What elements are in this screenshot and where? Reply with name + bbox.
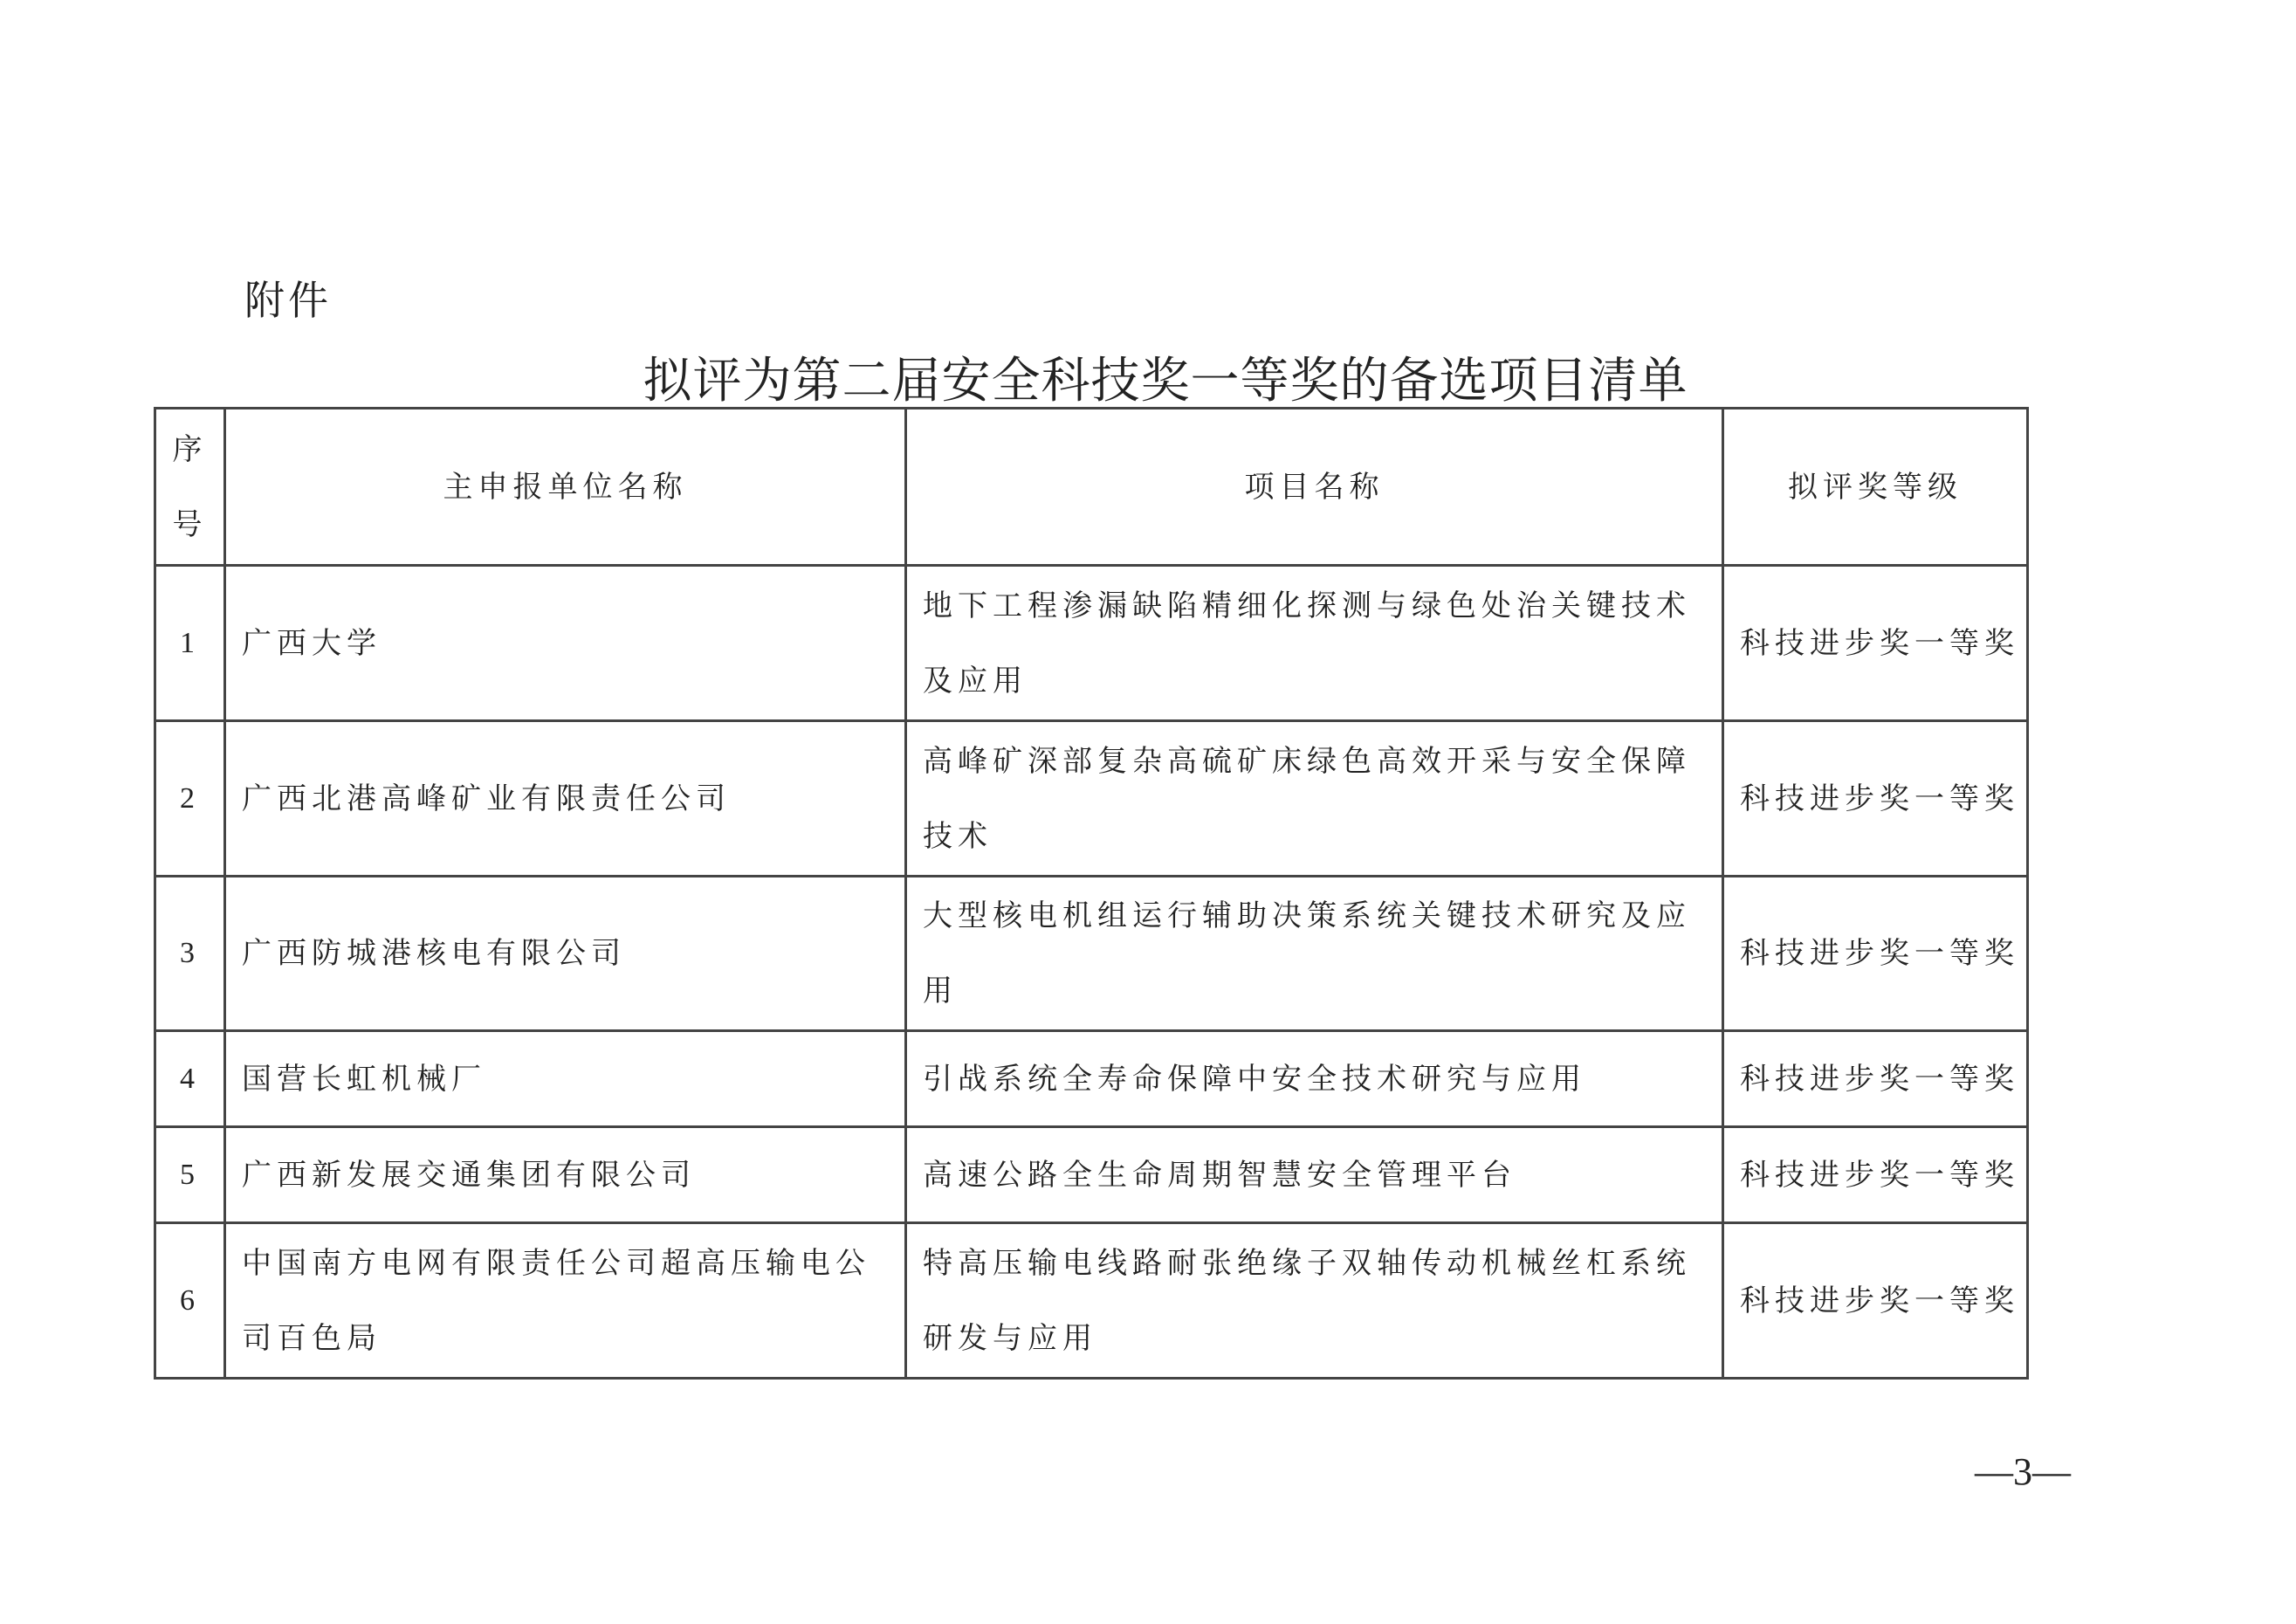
row-project-name: 大型核电机组运行辅助决策系统关键技术研究及应用 (906, 877, 1723, 1031)
row-award-level: 科技进步奖一等奖 (1723, 721, 2028, 877)
header-serial-line-2: 号 (172, 506, 208, 542)
table-row (155, 877, 2028, 1031)
row-applicant-unit: 广西新发展交通集团有限公司 (225, 1127, 906, 1223)
row-applicant-unit: 中国南方电网有限责任公司超高压输电公司百色局 (225, 1223, 906, 1379)
table-row (155, 566, 2028, 721)
row-award-level: 科技进步奖一等奖 (1723, 1127, 2028, 1223)
row-serial-number: 1 (155, 566, 225, 721)
row-serial-number: 4 (155, 1031, 225, 1127)
header-award-level: 拟评奖等级 (1723, 409, 2028, 566)
table-row (155, 1031, 2028, 1127)
row-project-name: 高峰矿深部复杂高硫矿床绿色高效开采与安全保障技术 (906, 721, 1723, 877)
header-serial-number (155, 409, 225, 566)
project-list-table (154, 407, 2029, 1380)
row-applicant-unit: 国营长虹机械厂 (225, 1031, 906, 1127)
row-project-name: 引战系统全寿命保障中安全技术研究与应用 (906, 1031, 1723, 1127)
row-project-name: 地下工程渗漏缺陷精细化探测与绿色处治关键技术及应用 (906, 566, 1723, 721)
row-serial-number: 3 (155, 877, 225, 1031)
table-row (155, 721, 2028, 877)
row-award-level: 科技进步奖一等奖 (1723, 1031, 2028, 1127)
row-project-name: 特高压输电线路耐张绝缘子双轴传动机械丝杠系统研发与应用 (906, 1223, 1723, 1379)
document-title: 拟评为第二届安全科技奖一等奖的备选项目清单 (643, 353, 1688, 409)
row-applicant-unit: 广西防城港核电有限公司 (225, 877, 906, 1031)
row-serial-number: 5 (155, 1127, 225, 1223)
table-row (155, 1127, 2028, 1223)
row-applicant-unit: 广西大学 (225, 566, 906, 721)
page-number: —3— (1975, 1450, 2071, 1493)
attachment-label: 附件 (244, 277, 332, 324)
table-header-row (155, 409, 2028, 566)
row-project-name: 高速公路全生命周期智慧安全管理平台 (906, 1127, 1723, 1223)
row-serial-number: 6 (155, 1223, 225, 1379)
header-project-name: 项目名称 (906, 409, 1723, 566)
row-award-level: 科技进步奖一等奖 (1723, 566, 2028, 721)
row-applicant-unit: 广西北港高峰矿业有限责任公司 (225, 721, 906, 877)
row-award-level: 科技进步奖一等奖 (1723, 1223, 2028, 1379)
row-award-level: 科技进步奖一等奖 (1723, 877, 2028, 1031)
table-row (155, 1223, 2028, 1379)
header-applicant-unit: 主申报单位名称 (225, 409, 906, 566)
header-serial-line-1: 序 (172, 431, 208, 467)
row-serial-number: 2 (155, 721, 225, 877)
